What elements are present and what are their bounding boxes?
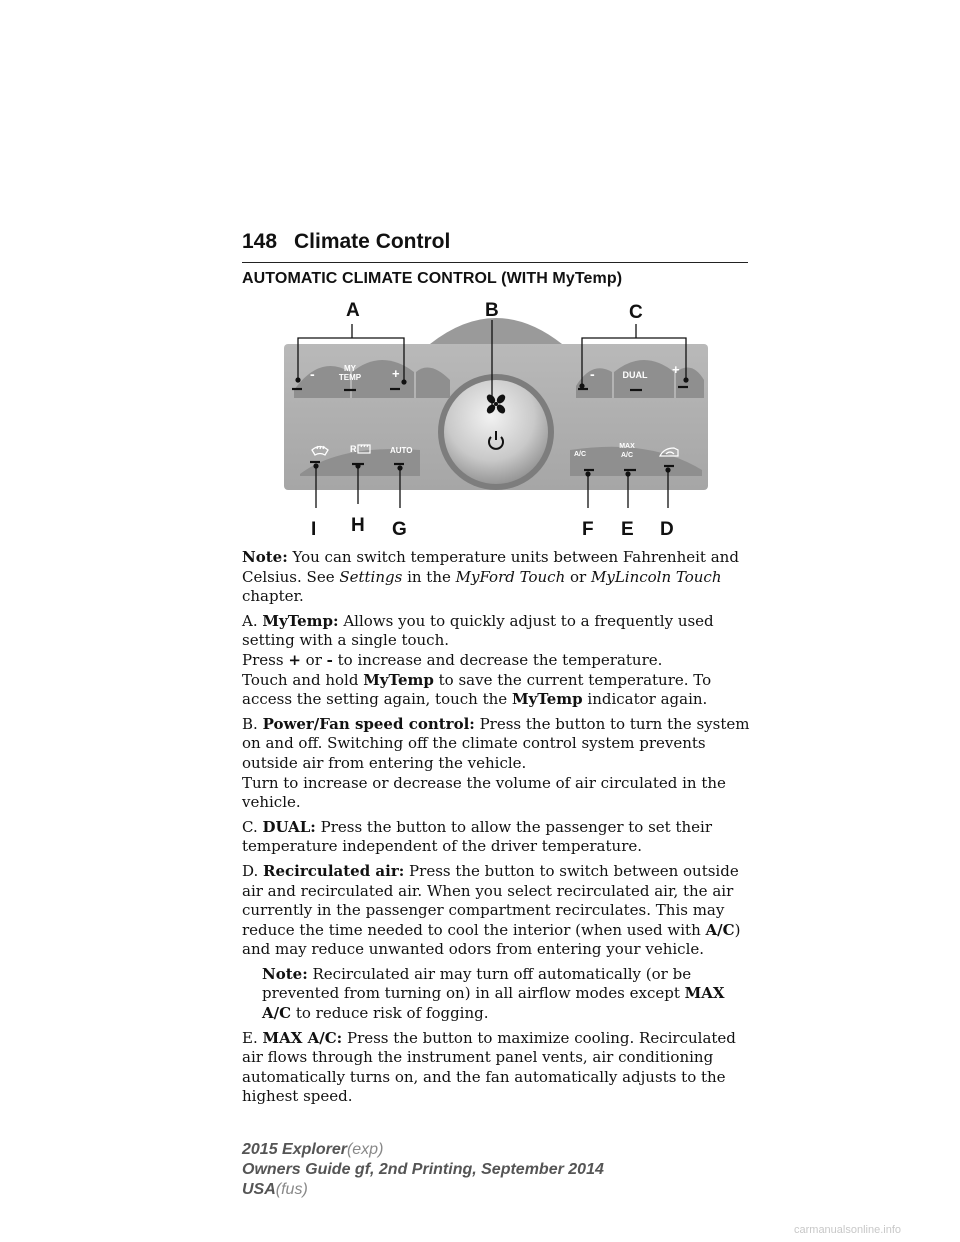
item-e-max-ac: E. MAX A/C: Press the button to maximize cooling. Recirculated air flows through the instrument panel vents, air conditioning automatically turns on, and the fan automatically adjusts to the highest speed. <box>242 1028 736 1106</box>
page-header <box>242 228 748 263</box>
callout-b: B <box>485 300 499 321</box>
max-label: MAX <box>619 443 635 450</box>
footer-guide-line: Owners Guide gf, 2nd Printing, September 2014 <box>242 1161 604 1178</box>
temp-label: TEMP <box>338 373 362 382</box>
item-d-recirculated-air: D. Recirculated air: Press the button to switch between outside air and recirculated air. When you select recirculated air, the air currently in the passenger compartment recirculates. This may reduce the time needed to cool the interior (when used with A/C) and may reduce unwanted odors from entering your vehicle. <box>242 861 741 959</box>
plus-right-label: + <box>672 362 680 377</box>
callout-h: H <box>351 515 365 536</box>
callout-f: F <box>582 519 594 540</box>
callout-g: G <box>392 519 407 540</box>
auto-label: AUTO <box>390 446 413 455</box>
item-a-mytemp: A. MyTemp: Allows you to quickly adjust to a frequently used setting with a single touch. Press + or - to increase and decrease the temperature. Touch and hold MyTemp to save the current temperature. To access the setting again, touch the MyTemp indicator again. <box>242 611 714 709</box>
callout-c: C <box>629 302 643 323</box>
body-text <box>242 548 752 1112</box>
climate-control-figure <box>280 298 712 542</box>
callout-d: D <box>660 519 674 540</box>
climate-panel-diagram <box>280 298 712 542</box>
footer-model-line: 2015 Explorer(exp) <box>242 1141 384 1158</box>
section-title: AUTOMATIC CLIMATE CONTROL (WITH MyTemp) <box>242 270 623 287</box>
panel-top-vent <box>430 318 562 344</box>
footer-region-line: USA(fus) <box>242 1181 308 1198</box>
callout-e: E <box>621 519 634 540</box>
callout-a: A <box>346 300 360 321</box>
item-b-power-fan: B. Power/Fan speed control: Press the button to turn the system on and off. Switching off the climate control system prevents outside air from entering the vehicle. Turn to increase or decrease the volume of air circulated in the vehicle. <box>242 714 750 812</box>
plus-left-label: + <box>392 366 400 381</box>
item-c-dual: C. DUAL: Press the button to allow the passenger to set their temperature independent of the driver temperature. <box>242 817 712 856</box>
minus-right-label: - <box>590 366 595 382</box>
note-recirculated-air: Note: Recirculated air may turn off automatically (or be prevented from turning on) in all airflow modes except MAX A/C to reduce risk of fogging. <box>262 964 725 1023</box>
page-footer <box>242 1140 604 1200</box>
watermark: carmanualsonline.info <box>794 1224 902 1236</box>
minus-left-label: - <box>310 366 315 382</box>
my-label: MY <box>344 364 356 373</box>
max-ac-label: A/C <box>620 452 634 459</box>
chapter-title: Climate Control <box>294 230 451 253</box>
page-number: 148 <box>242 230 278 253</box>
ac-label: A/C <box>573 451 587 458</box>
callout-i: I <box>311 519 317 540</box>
rear-r-label: R <box>350 444 357 454</box>
note-temperature-units: Note: You can switch temperature units between Fahrenheit and Celsius. See Settings in the MyFord Touch or MyLincoln Touch chapter. <box>242 548 739 606</box>
dual-label: DUAL <box>622 370 648 380</box>
